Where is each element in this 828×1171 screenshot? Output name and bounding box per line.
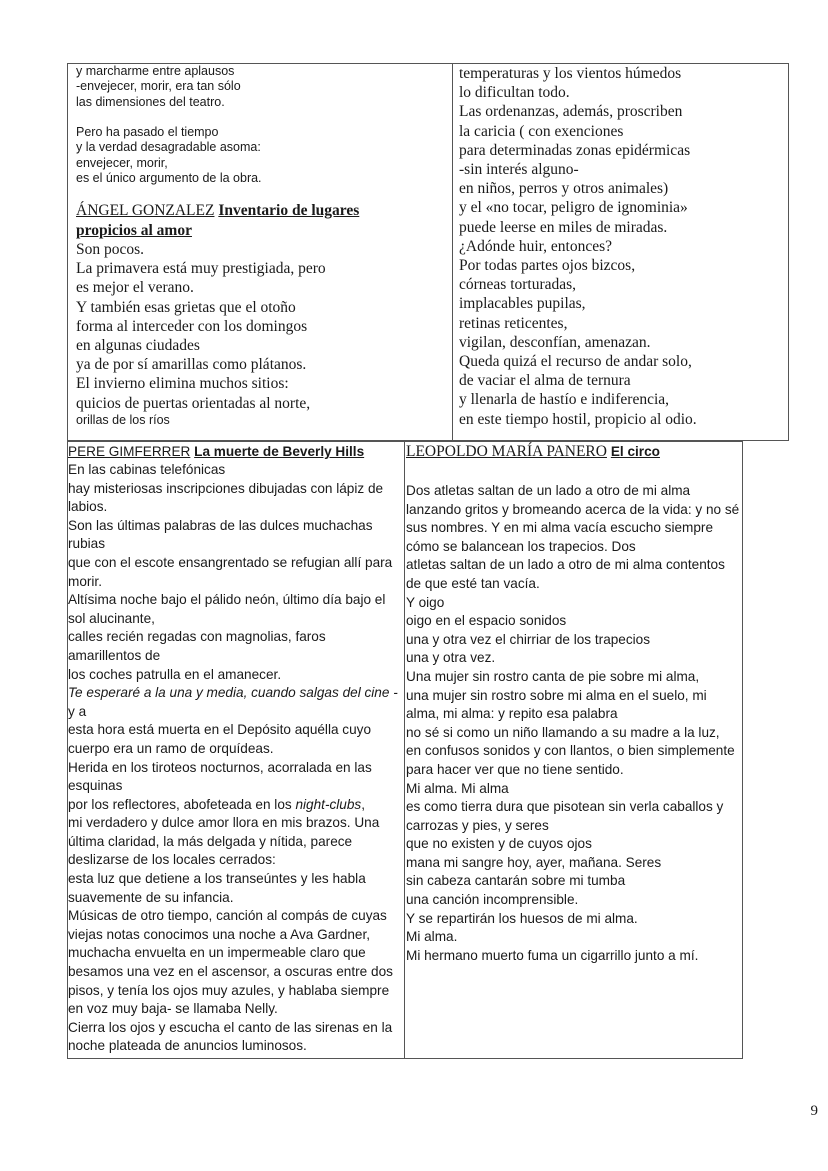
heading-author: PERE GIMFERRER xyxy=(68,444,191,459)
italic-word: night-clubs xyxy=(295,796,362,812)
poem-line: implacables pupilas, xyxy=(459,295,586,313)
poem-line: en algunas ciudades xyxy=(76,337,200,355)
poem-line: Pero ha pasado el tiempo xyxy=(76,125,219,139)
poem-line: mi verdadero y dulce amor llora en mis brazos. Una xyxy=(68,815,380,831)
poem-line: que con el escote ensangrentado se refugian allí para xyxy=(68,554,393,570)
poem-line: muchacha envuelta en un impermeable claro que xyxy=(68,945,366,961)
poem-line: sin cabeza cantarán sobre mi tumba xyxy=(406,873,626,889)
poem-line: y la verdad desagradable asoma: xyxy=(76,140,261,155)
page-number: 9 xyxy=(810,1103,818,1119)
poem-line: morir. xyxy=(68,573,102,589)
poem-line: puede leerse en miles de miradas. xyxy=(459,218,668,236)
poem-line: sol alucinante, xyxy=(68,610,155,626)
poem-line: Una mujer sin rostro canta de pie sobre mi alma, xyxy=(406,668,700,684)
poem-line: Son las últimas palabras de las dulces muchachas xyxy=(68,517,373,533)
poem-line: en niños, perros y otros animales) xyxy=(459,180,669,198)
poem-line: que no existen y de cuyos ojos xyxy=(406,836,592,852)
gimferrer-poem-lines xyxy=(68,461,398,1056)
poem-line: Y oigo xyxy=(406,594,445,610)
poem-line: viejas notas conocimos una noche a Ava Gardner, xyxy=(68,926,371,942)
poem-line: y el «no tocar, peligro de ignominia» xyxy=(459,199,688,217)
poem-line: es mejor el verano. xyxy=(76,279,194,297)
poem-line: forma al interceder con los domingos xyxy=(76,317,308,335)
heading-title: Inventario de lugares xyxy=(218,202,360,219)
poem-line: no sé si como un niño llamando a su madre a la luz, xyxy=(406,724,720,740)
poem-line: Mi hermano muerto fuma un cigarrillo junto a mí. xyxy=(406,947,699,963)
poem-line: córneas torturadas, xyxy=(459,276,577,294)
poem-line: vigilan, desconfían, amenazan. xyxy=(459,333,651,351)
poem-line: besamos una vez en el ascensor, a oscuras entre dos xyxy=(68,964,393,980)
poem-line: ya de por sí amarillas como plátanos. xyxy=(76,356,307,374)
poem-line: oigo en el espacio sonidos xyxy=(406,613,567,629)
angel-gonzalez-heading xyxy=(76,201,359,240)
poem-line: los coches patrulla en el amanecer. xyxy=(68,666,282,682)
poem-line: y llenarla de hastío e indiferencia, xyxy=(459,391,670,409)
line-tail: , xyxy=(361,796,365,812)
top-left-sans-stanza-1 xyxy=(76,64,241,110)
heading-title: El circo xyxy=(610,444,660,459)
poem-line: para determinadas zonas epidérmicas xyxy=(459,141,691,159)
poem-line: y marcharme entre aplausos xyxy=(76,64,235,78)
line-text: por los reflectores, abofeteada en los xyxy=(68,796,296,812)
poem-line: La primavera está muy prestigiada, pero xyxy=(76,260,326,278)
heading-title-continued: propicios al amor xyxy=(76,221,192,239)
poem-line: lo dificultan todo. xyxy=(459,84,570,102)
poem-line: ¿Adónde huir, entonces? xyxy=(459,237,613,255)
poem-line: labios. xyxy=(68,499,108,515)
top-table-divider xyxy=(452,63,453,441)
gimferrer-heading xyxy=(68,443,364,462)
poem-line: en este tiempo hostil, propicio al odio. xyxy=(459,410,697,428)
poem-line: noche plateada de anuncios luminosos. xyxy=(68,1038,307,1054)
poem-line: -envejecer, morir, era tan sólo xyxy=(76,79,241,94)
poem-line: sus nombres. Y en mi alma vacía escucho siempre xyxy=(406,520,714,536)
poem-line: una y otra vez el chirriar de los trapecios xyxy=(406,631,651,647)
poem-line: Cierra los ojos y escucha el canto de las sirenas en la xyxy=(68,1019,393,1035)
poem-line: quicios de puertas orientadas al norte, xyxy=(76,394,311,412)
poem-line: lanzando gritos y bromeando acerca de la vida: y no sé xyxy=(406,501,740,517)
poem-line: es el único argumento de la obra. xyxy=(76,170,262,185)
poem-line: mana mi sangre hoy, ayer, mañana. Seres xyxy=(406,854,662,870)
poem-line: Músicas de otro tiempo, canción al compás de cuyas xyxy=(68,908,387,924)
poem-line: cómo se balancean los trapecios. Dos xyxy=(406,538,636,554)
poem-line: Las ordenanzas, además, proscriben xyxy=(459,103,683,121)
poem-line: la caricia ( con exenciones xyxy=(459,122,624,140)
poem-line: calles recién regadas con magnolias, faros xyxy=(68,629,326,645)
poem-line: esta hora está muerta en el Depósito aquélla cuyo xyxy=(68,722,372,738)
poem-line: El invierno elimina muchos sitios: xyxy=(76,375,289,393)
poem-line: Mi alma. Mi alma xyxy=(406,780,509,796)
poem-line: Herida en los tiroteos nocturnos, acorralada en las xyxy=(68,759,372,775)
poem-line: orillas de los ríos xyxy=(76,413,170,427)
poem-line: esquinas xyxy=(68,778,123,794)
poem-line: cuerpo era un ramo de orquídeas. xyxy=(68,740,274,756)
poem-line: Son pocos. xyxy=(76,241,145,258)
poem-line: es como tierra dura que pisotean sin verla caballos y xyxy=(406,799,724,815)
poem-line: de vaciar el alma de ternura xyxy=(459,372,631,390)
poem-line: envejecer, morir, xyxy=(76,155,168,170)
heading-author: ÁNGEL GONZALEZ xyxy=(76,202,215,219)
poem-line: rubias xyxy=(68,536,106,552)
top-right-serif-lines xyxy=(459,64,697,429)
poem-line: en confusos sonidos y con llantos, o bien simplemente xyxy=(406,743,735,759)
heading-title: La muerte de Beverly Hills xyxy=(194,444,365,459)
poem-line: suavemente de su infancia. xyxy=(68,889,234,905)
top-left-serif-lines xyxy=(76,240,326,413)
poem-line: de que esté tan vacía. xyxy=(406,575,540,591)
poem-line: Te esperaré a la una y media, cuando salgas del cine - xyxy=(68,685,398,701)
poem-line: Y se repartirán los huesos de mi alma. xyxy=(406,910,638,926)
poem-line: Queda quizá el recurso de andar solo, xyxy=(459,353,692,371)
poem-line: retinas reticentes, xyxy=(459,314,568,332)
poem-line: Dos atletas saltan de un lado a otro de mi alma xyxy=(406,483,691,498)
top-left-last-line xyxy=(76,413,170,428)
poem-line: una canción incomprensible. xyxy=(406,892,579,908)
poem-line: deslizarse de los locales cerrados: xyxy=(68,852,276,868)
poem-line: para hacer ver que no tiene sentido. xyxy=(406,761,624,777)
poem-line: En las cabinas telefónicas xyxy=(68,462,226,477)
poem-line: Por todas partes ojos bizcos, xyxy=(459,257,636,275)
top-left-sans-stanza-2 xyxy=(76,125,262,186)
poem-line: una mujer sin rostro sobre mi alma en el suelo, mi xyxy=(406,687,707,703)
poem-line: una y otra vez. xyxy=(406,650,496,666)
poem-line: temperaturas y los vientos húmedos xyxy=(459,65,682,82)
panero-heading xyxy=(406,442,660,462)
poem-line: atletas saltan de un lado a otro de mi alma contentos xyxy=(406,557,725,573)
bottom-table-divider xyxy=(404,441,405,1059)
poem-line: esta luz que detiene a los transeúntes y les habla xyxy=(68,871,366,887)
poem-line: carrozas y pies, y seres xyxy=(406,817,549,833)
poem-line: Altísima noche bajo el pálido neón, último día bajo el xyxy=(68,592,386,608)
poem-line: -sin interés alguno- xyxy=(459,161,579,179)
poem-line: hay misteriosas inscripciones dibujadas con lápiz de xyxy=(68,480,384,496)
poem-line: y a xyxy=(68,703,87,719)
heading-author: LEOPOLDO MARÍA PANERO xyxy=(406,443,607,460)
panero-poem-lines xyxy=(406,482,739,965)
poem-line: en voz muy baja- se llamaba Nelly. xyxy=(68,1001,278,1017)
poem-line: Mi alma. xyxy=(406,929,458,945)
poem-line: amarillentos de xyxy=(68,647,161,663)
poem-line: última claridad, la más delgada y nítida, parece xyxy=(68,833,353,849)
poem-line: las dimensiones del teatro. xyxy=(76,94,225,109)
poem-line: alma, mi alma: y repito esa palabra xyxy=(406,706,618,722)
poem-line: Y también esas grietas que el otoño xyxy=(76,298,296,316)
poem-line xyxy=(68,796,398,815)
poem-line: pisos, y tenía los ojos muy azules, y hablaba siempre xyxy=(68,982,390,998)
